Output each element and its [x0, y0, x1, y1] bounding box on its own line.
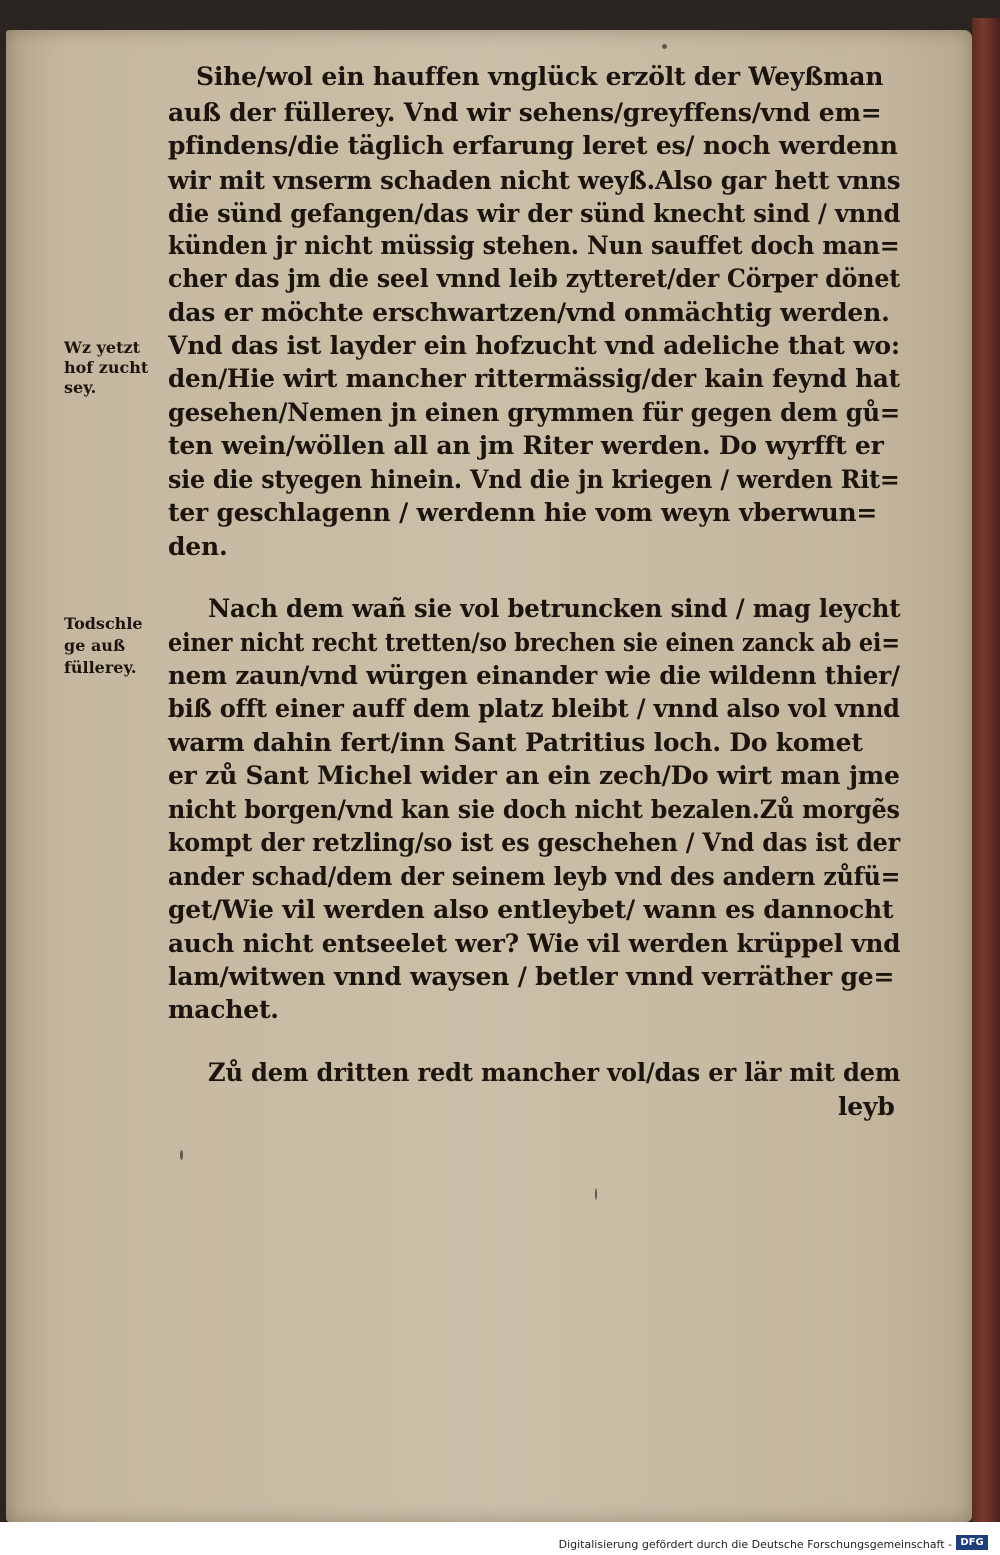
book-binding-edge [972, 18, 1000, 1528]
text-line-14: ter geschlagenn / werdenn hie vom weyn vberwun= [168, 498, 878, 527]
text-line-24: ander schad/dem der seinem leyb vnd des andern zůfü= [168, 862, 901, 891]
text-line-18: nem zaun/vnd würgen einander wie die wildenn thier/ [168, 661, 900, 690]
text-line-12: ten wein/wöllen all an jm Riter werden. Do wyrfft er [168, 431, 884, 460]
text-line-26: auch nicht entseelet wer? Wie vil werden krüppel vnd [168, 929, 901, 958]
text-line-6: künden jr nicht müssig stehen. Nun sauffet doch man= [168, 231, 900, 260]
marginal-note-2-line-3: füllerey. [64, 658, 137, 677]
text-line-11: gesehen/Nemen jn einen grymmen für gegen dem gů= [168, 398, 900, 427]
text-line-16: Nach dem wañ sie vol betruncken sind / mag leycht [208, 594, 901, 623]
text-line-5: die sünd gefangen/das wir der sünd knecht sind / vnnd [168, 199, 901, 228]
text-line-7: cher das jm die seel vnnd leib zytteret/der Cörper dönet [168, 264, 901, 293]
text-line-9: Vnd das ist layder ein hofzucht vnd adeliche that wo: [168, 331, 900, 360]
text-line-2: auß der füllerey. Vnd wir sehens/greyffens/vnd em= [168, 98, 882, 127]
paper-speck [595, 1188, 597, 1200]
paper-speck [662, 44, 667, 49]
text-line-22: nicht borgen/vnd kan sie doch nicht bezalen.Zů morgẽs [168, 795, 900, 824]
paper-speck [180, 1150, 183, 1160]
text-line-21: er zů Sant Michel wider an ein zech/Do wirt man jme [168, 761, 900, 790]
text-line-27: lam/witwen vnnd waysen / betler vnnd verräther ge= [168, 962, 895, 991]
text-line-1: Sihe/wol ein hauffen vnglück erzölt der Weyßman [196, 62, 884, 91]
text-line-29: Zů dem dritten redt mancher vol/das er lär mit dem [208, 1058, 901, 1087]
marginal-note-1-line-1: Wz yetzt [64, 338, 140, 357]
text-line-8: das er möchte erschwartzen/vnd onmächtig werden. [168, 298, 890, 327]
text-line-13: sie die styegen hinein. Vnd die jn kriegen / werden Rit= [168, 465, 900, 494]
text-line-25: get/Wie vil werden also entleybet/ wann es dannocht [168, 895, 894, 924]
text-line-19: biß offt einer auff dem platz bleibt / vnnd also vol vnnd [168, 694, 900, 723]
marginal-note-1-line-3: sey. [64, 378, 97, 397]
dfg-logo: DFG [956, 1535, 988, 1550]
text-line-23: kompt der retzling/so ist es geschehen / Vnd das ist der [168, 828, 900, 857]
funding-notice: Digitalisierung gefördert durch die Deutsche Forschungsgemeinschaft - [558, 1538, 952, 1551]
text-line-10: den/Hie wirt mancher rittermässig/der kain feynd hat [168, 364, 900, 393]
text-line-28: machet. [168, 995, 279, 1024]
text-line-20: warm dahin fert/inn Sant Patritius loch. Do komet [168, 728, 863, 757]
catchword: leyb [838, 1092, 895, 1121]
text-line-17: einer nicht recht tretten/so brechen sie einen zanck ab ei= [168, 628, 900, 657]
marginal-note-2-line-1: Todschle [64, 614, 143, 633]
text-line-4: wir mit vnserm schaden nicht weyß.Also gar hett vnns [168, 166, 901, 195]
marginal-note-2-line-2: ge auß [64, 636, 126, 655]
marginal-note-1-line-2: hof zucht [64, 358, 149, 377]
text-line-3: pfindens/die täglich erfarung leret es/ noch werdenn [168, 131, 898, 160]
text-line-15: den. [168, 532, 228, 561]
